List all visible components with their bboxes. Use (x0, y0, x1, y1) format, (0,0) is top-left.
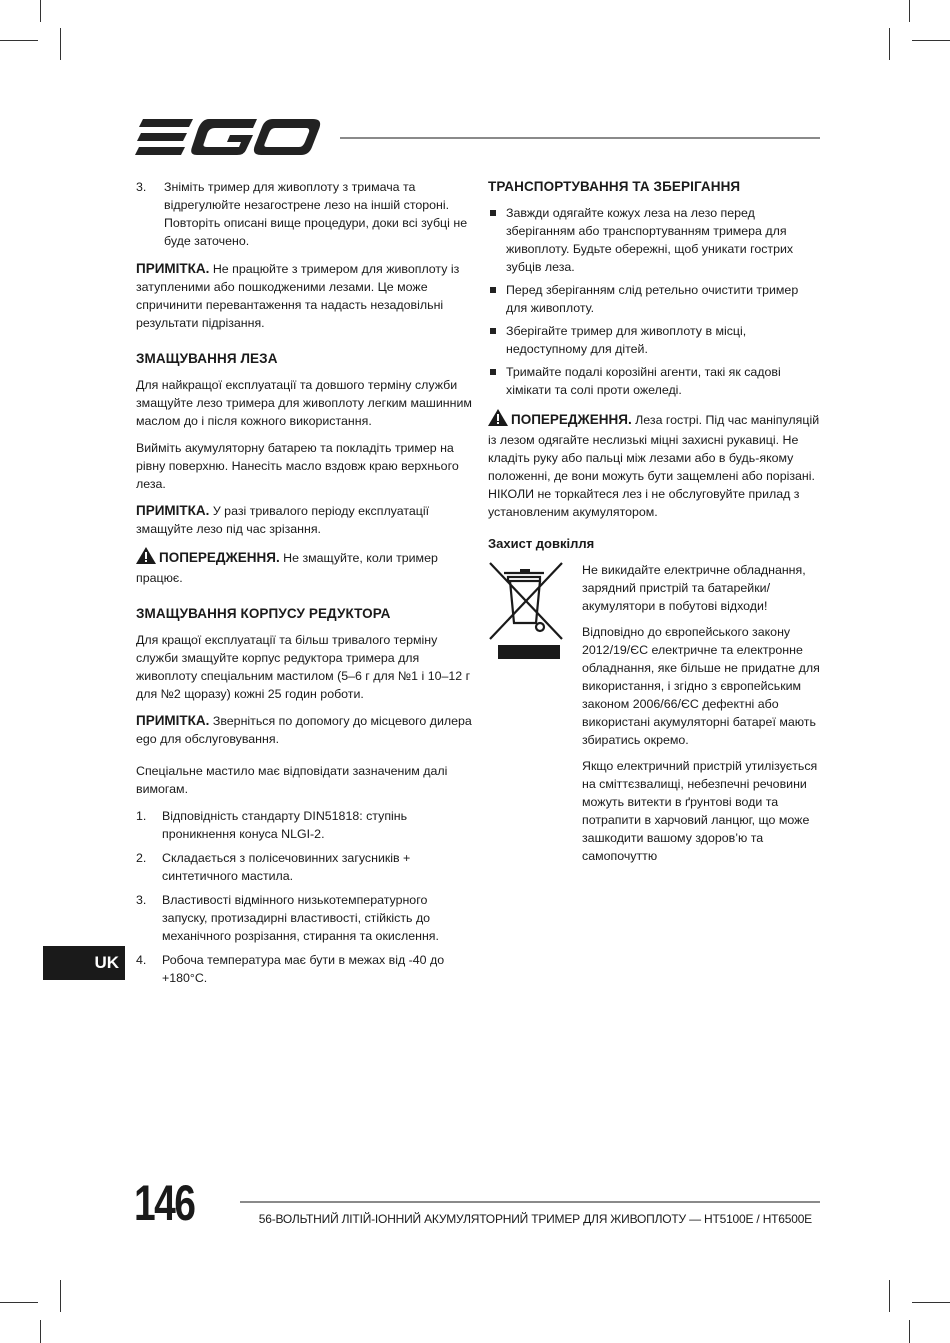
note-label: ПРИМІТКА. (136, 713, 210, 728)
footer-rule (240, 1201, 820, 1203)
item-text: Робоча температура має бути в межах від -40 до +180°C. (162, 953, 445, 985)
list-item (136, 951, 474, 987)
warning-lubrication (136, 547, 474, 587)
item-text: Відповідність стандарту DIN51818: ступінь проникнення конуса NLGI-2. (162, 809, 408, 841)
header-rule (340, 137, 820, 139)
grease-requirements-list (136, 807, 474, 987)
bullet-square-icon (490, 369, 496, 375)
crossed-out-wheelie-bin-icon (488, 561, 564, 643)
right-column (488, 178, 820, 873)
paragraph: Не викидайте електричне обладнання, зарядний пристрій та батарейки/акумулятори в побутові відходи! (582, 563, 806, 613)
bullet-square-icon (490, 287, 496, 293)
note-label: ПРИМІТКА. (136, 503, 210, 518)
warning-sharp-blades (488, 409, 820, 521)
warning-triangle-icon (488, 409, 508, 431)
list-item (488, 322, 820, 358)
note-dealer (136, 712, 474, 748)
bullet-square-icon (490, 210, 496, 216)
step-3 (136, 178, 474, 250)
weee-symbol (488, 561, 582, 873)
language-tab: UK (43, 946, 125, 980)
storage-bullet-list (488, 204, 820, 399)
section-heading-gearbox-lubrication: ЗМАЩУВАННЯ КОРПУСУ РЕДУКТОРА (136, 606, 391, 621)
note-text: У разі тривалого періоду експлуатації змащуйте лезо під час зрізання. (136, 504, 430, 536)
paragraph: Спеціальне мастило має відповідати зазначеним далі вимогам. (136, 764, 448, 796)
list-item (488, 204, 820, 276)
item-text: Перед зберіганням слід ретельно очистити тример для живоплоту. (506, 283, 799, 315)
section-heading-blade-lubrication: ЗМАЩУВАННЯ ЛЕЗА (136, 351, 278, 366)
paragraph: Вийміть акумуляторну батарею та покладіть тример на рівну поверхню. Нанесіть масло вздовж краю верхнього леза. (136, 441, 459, 491)
warning-label: ПОПЕРЕДЖЕННЯ. (159, 550, 280, 565)
item-number: 3. (136, 893, 147, 907)
item-text: Складається з полісечовинних загусників + синтетичного мастила. (162, 851, 411, 883)
footer-title: 56-ВОЛЬТНИЙ ЛІТІЙ-ІОННИЙ АКУМУЛЯТОРНИЙ ТРИМЕР ДЛЯ ЖИВОПЛОТУ — HT5100E / HT6500E (258, 1212, 812, 1226)
warning-text: Не змащуйте, коли тример працює. (136, 551, 438, 585)
step-text: Зніміть тример для живоплоту з тримача та відрегулюйте незагострене лезо на іншій стороні. Повторіть описані вище процедури, доки всі зубці не буде заточено. (164, 180, 468, 248)
item-number: 2. (136, 851, 147, 865)
note-label: ПРИМІТКА. (136, 261, 210, 276)
item-text: Зберігайте тример для живоплоту в місці, недоступному для дітей. (506, 324, 747, 356)
note-dull-blades (136, 260, 474, 332)
list-item (136, 891, 474, 945)
bullet-square-icon (490, 328, 496, 334)
item-text: Завжди одягайте кожух леза на лезо перед зберіганням або транспортуванням тримера для живоплоту. Будьте обережні, щоб уникати гострих зубців леза. (506, 206, 794, 274)
paragraph: Для кращої експлуатації та більш тривалого терміну служби змащуйте корпус редуктора тримера для живоплоту спеціальним мастилом (5–6 г для №1 і 10–12 г для №2 щоразу) кожні 25 годин роботи. (136, 633, 471, 701)
warning-label: ПОПЕРЕДЖЕННЯ. (511, 412, 632, 427)
item-number: 4. (136, 953, 147, 967)
section-heading-transport-storage: ТРАНСПОРТУВАННЯ ТА ЗБЕРІГАННЯ (488, 179, 741, 194)
paragraph: Відповідно до європейського закону 2012/19/ЄС електричне та електронне обладнання, яке більше не придатне для використання, і згідно з європейським законом 2006/66/ЄС дефектні або використані акумуляторні батареї мають збиратись окремо. (582, 625, 820, 747)
warning-text: Леза гострі. Під час маніпуляцій із лезом одягайте неслизькі міцні захисні рукавиці. Не кладіть руку або пальці між лезами або в будь-якому положенні, де вони можуть бути защемлені або порізані. НІКОЛИ не торкайтеся лез і не обслуговуйте прилад з установленим акумулятором. (488, 413, 820, 519)
item-text: Властивості відмінного низькотемпературного запуску, протизадирні властивості, стійкість до механічного розрізання, стирання та окислення. (162, 893, 439, 943)
paragraph: Для найкращої експлуатації та довшого терміну служби змащуйте лезо тримера для живоплоту легким машинним маслом до і після кожного використання. (136, 378, 472, 428)
paragraph: Якщо електричний пристрій утилізується на сміттєзвалищі, небезпечні речовини можуть витекти в ґрунтові води та потрапити в харчовий ланцюг, що може зашкодити вашому здоров’ю та самопочуттю (582, 759, 818, 863)
warning-triangle-icon (136, 547, 156, 569)
item-text: Тримайте подалі корозійні агенти, такі як садові хімікати та солі проти ожеледі. (506, 365, 781, 397)
item-number: 1. (136, 809, 147, 823)
note-text: Зверніться по допомогу до місцевого дилера ego для обслуговування. (136, 714, 472, 746)
page-number: 146 (134, 1175, 195, 1231)
left-column (136, 178, 474, 993)
weee-black-bar (498, 645, 560, 659)
note-text: Не працюйте з тримером для живоплоту із затупленими або пошкодженими лезами. Це може спричинити перевантаження та надасть незадовільні результати підрізання. (136, 262, 460, 330)
list-item (136, 807, 474, 843)
list-item (136, 849, 474, 885)
section-heading-environment: Захист довкілля (488, 536, 595, 551)
step-number: 3. (136, 180, 147, 194)
environment-block (488, 561, 820, 873)
environment-text (582, 561, 820, 873)
list-item (488, 281, 820, 317)
ego-logo (135, 117, 321, 164)
note-lubrication (136, 502, 474, 538)
list-item (488, 363, 820, 399)
